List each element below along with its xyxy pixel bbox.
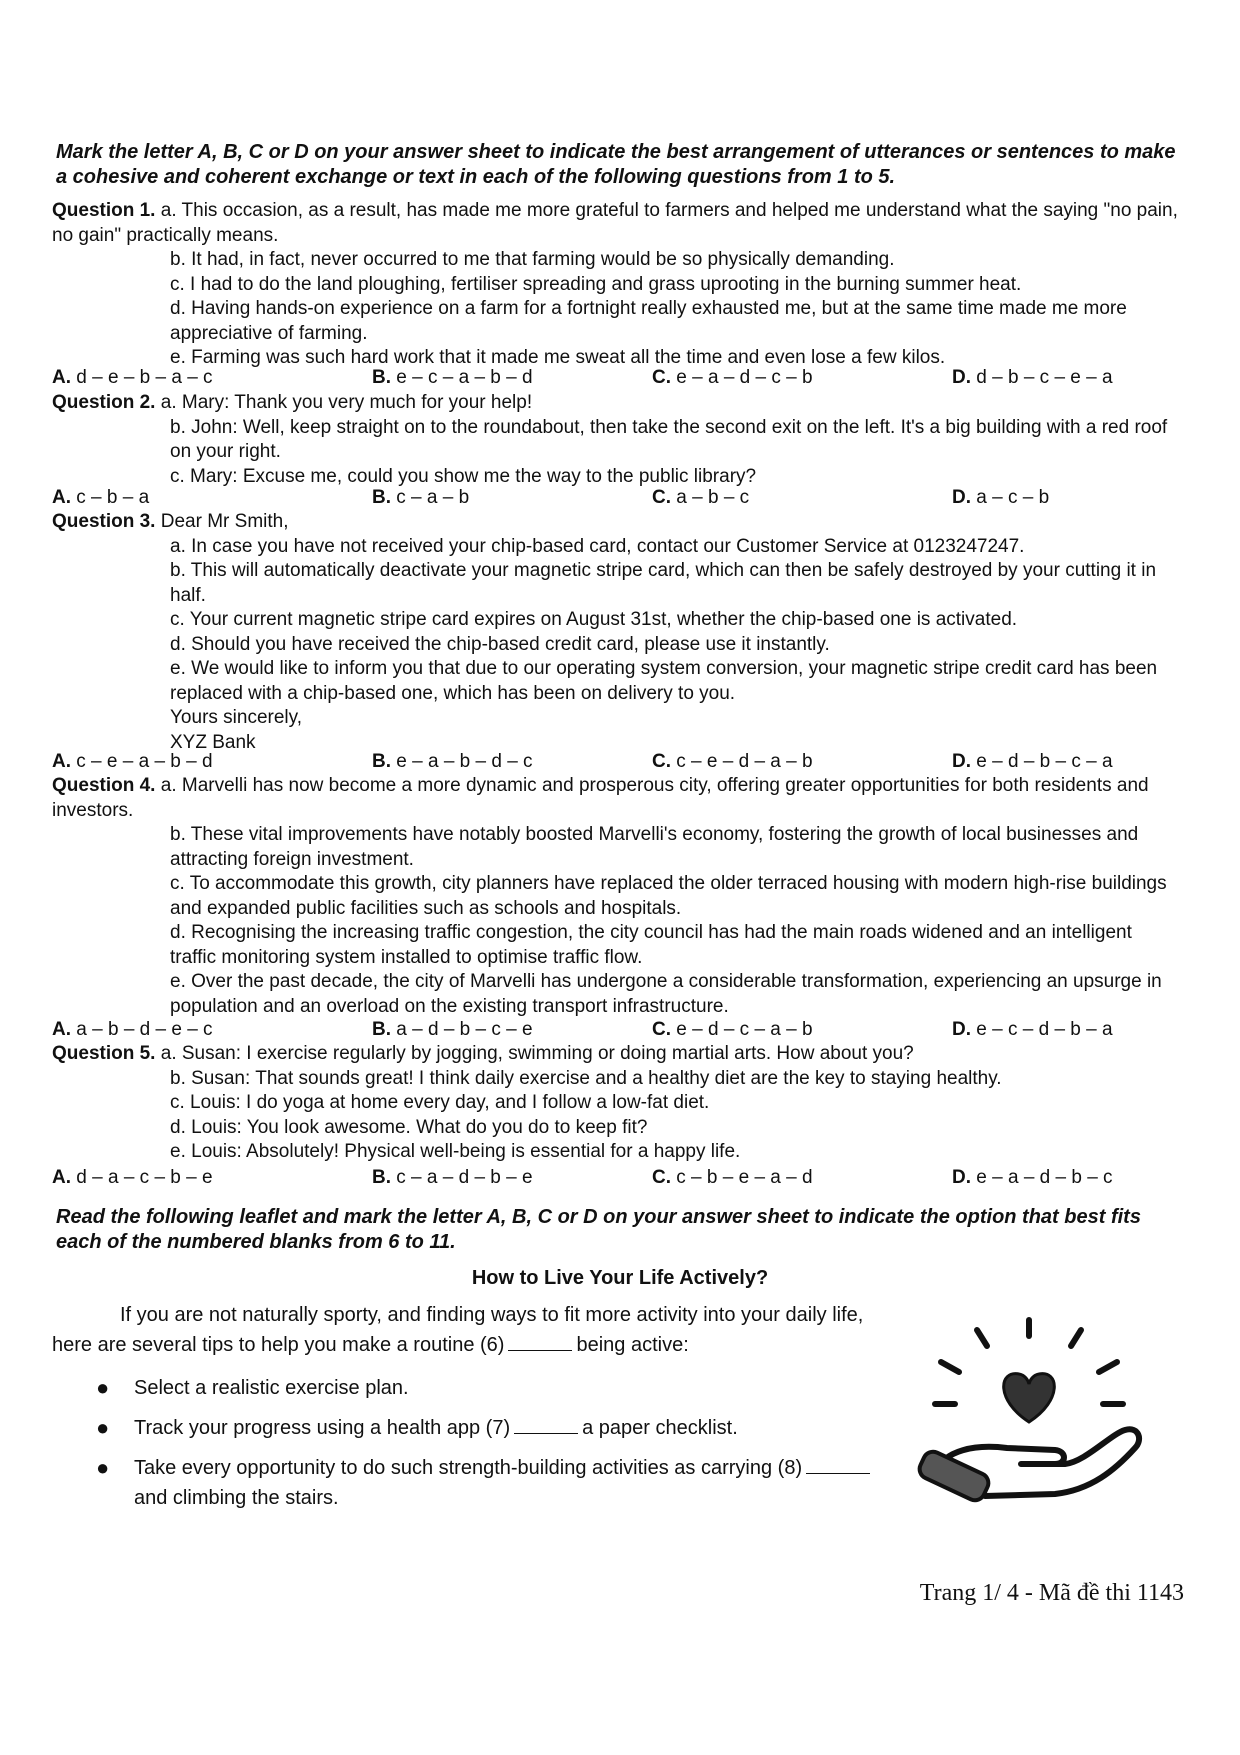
question-item: b. These vital improvements have notably boosted Marvelli's economy, fostering the growth of local businesses and attracting foreign investment.	[170, 824, 1139, 870]
option-b[interactable]: B. c – a – b	[372, 487, 470, 508]
question-item: b. John: Well, keep straight on to the roundabout, then take the second exit on the left. It's a big building with a red roof on your right.	[170, 416, 1168, 462]
letter-signature: XYZ Bank	[170, 731, 256, 753]
question-5	[52, 1042, 1182, 1165]
question-item: e. Over the past decade, the city of Marvelli has undergone a considerable transformation, experiencing an upsurge in population and an overload on the existing transport infrastructure.	[170, 971, 1162, 1017]
question-item: a. This occasion, as a result, has made me more grateful to farmers and helped me understand what the saying "no pain, no gain" practically means.	[52, 200, 1178, 246]
question-label: Question 2.	[52, 392, 156, 413]
list-item: ● Track your progress using a health app (7) a paper checklist.	[96, 1415, 738, 1440]
option-d[interactable]: D. d – b – c – e – a	[952, 367, 1113, 388]
leaflet-intro-text: If you are not naturally sporty, and finding ways to fit more activity into your daily life, here are several tips to help you make a routine (6)	[52, 1304, 864, 1356]
question-item: d. Having hands-on experience on a farm for a fortnight really exhausted me, but at the same time made me more appreciative of farming.	[170, 298, 1127, 344]
question-2	[52, 391, 1182, 489]
blank-6[interactable]	[508, 1332, 572, 1351]
letter-salutation: Dear Mr Smith,	[160, 511, 289, 532]
option-a[interactable]: A. a – b – d – e – c	[52, 1019, 213, 1040]
tip-text-end: a paper checklist.	[582, 1417, 738, 1439]
question-item: d. Recognising the increasing traffic congestion, the city council has had the main roads widened and an intelligent traffic monitoring system installed to optimise traffic flow.	[170, 922, 1132, 968]
tip-text-end: and climbing the stairs.	[134, 1487, 339, 1509]
question-item: c. To accommodate this growth, city planners have replaced the older terraced housing with modern high-rise buildings and expanded public facilities such as schools and hospitals.	[170, 873, 1167, 919]
question-item: c. I had to do the land ploughing, fertiliser spreading and grass uprooting in the burning summer heat.	[170, 273, 1022, 295]
question-4-options	[52, 1018, 1182, 1042]
option-b[interactable]: B. e – a – b – d – c	[372, 751, 533, 772]
option-b[interactable]: B. e – c – a – b – d	[372, 367, 533, 388]
leaflet-tips	[90, 1373, 890, 1523]
question-3	[52, 510, 1182, 755]
option-c[interactable]: C. e – a – d – c – b	[652, 367, 813, 388]
tip-text: Take every opportunity to do such strength-building activities as carrying (8)	[134, 1457, 803, 1479]
option-c[interactable]: C. c – e – d – a – b	[652, 751, 813, 772]
question-item: e. Louis: Absolutely! Physical well-being is essential for a happy life.	[170, 1141, 741, 1162]
question-3-options	[52, 750, 1182, 774]
page-footer: Trang 1/ 4 - Mã đề thi 1143	[919, 1580, 1184, 1606]
question-label: Question 4.	[52, 775, 156, 796]
question-label: Question 5.	[52, 1043, 156, 1064]
question-item: a. Mary: Thank you very much for your help!	[160, 392, 533, 413]
question-item: e. We would like to inform you that due to our operating system conversion, your magnetic stripe credit card has been replaced with a chip-based one, which has been on delivery to you.	[170, 658, 1158, 704]
instructions-part2: Read the following leaflet and mark the letter A, B, C or D on your answer sheet to indicate the option that best fits each of the numbered blanks from 6 to 11.	[56, 1206, 1141, 1253]
question-item: b. Susan: That sounds great! I think daily exercise and a healthy diet are the key to staying healthy.	[170, 1067, 1002, 1089]
question-5-options	[52, 1166, 1182, 1190]
question-1-items	[52, 248, 1182, 371]
blank-8[interactable]	[806, 1455, 870, 1474]
question-1	[52, 199, 1182, 248]
letter-closing: Yours sincerely,	[170, 707, 303, 728]
question-2-options	[52, 486, 1182, 510]
leaflet-intro	[52, 1300, 882, 1360]
question-item: a. Marvelli has now become a more dynamic and prosperous city, offering greater opportunities for both residents and investors.	[52, 775, 1149, 821]
option-a[interactable]: A. c – e – a – b – d	[52, 751, 213, 772]
leaflet-intro-text-end: being active:	[576, 1334, 689, 1356]
question-item: c. Louis: I do yoga at home every day, and I follow a low-fat diet.	[170, 1092, 710, 1113]
question-item: b. It had, in fact, never occurred to me that farming would be so physically demanding.	[170, 249, 895, 270]
question-item: c. Mary: Excuse me, could you show me the way to the public library?	[170, 465, 757, 487]
option-d[interactable]: D. e – c – d – b – a	[952, 1019, 1113, 1040]
option-d[interactable]: D. e – a – d – b – c	[952, 1167, 1113, 1188]
question-item: d. Louis: You look awesome. What do you do to keep fit?	[170, 1116, 648, 1138]
question-label: Question 1.	[52, 200, 156, 221]
question-item: d. Should you have received the chip-based credit card, please use it instantly.	[170, 633, 830, 655]
question-4	[52, 774, 1182, 1019]
blank-7[interactable]	[514, 1415, 578, 1434]
option-b[interactable]: B. c – a – d – b – e	[372, 1167, 533, 1188]
question-item: a. Susan: I exercise regularly by jogging, swimming or doing martial arts. How about you?	[160, 1043, 914, 1064]
question-item: e. Farming was such hard work that it made me sweat all the time and even lose a few kilos.	[170, 347, 946, 368]
question-1-options	[52, 366, 1182, 390]
option-d[interactable]: D. a – c – b	[952, 487, 1050, 508]
option-a[interactable]: A. d – a – c – b – e	[52, 1167, 213, 1188]
option-c[interactable]: C. c – b – e – a – d	[652, 1167, 813, 1188]
list-item: ● Take every opportunity to do such strength-building activities as carrying (8)and climbing the stairs.	[90, 1453, 890, 1513]
option-d[interactable]: D. e – d – b – c – a	[952, 751, 1113, 772]
option-a[interactable]: A. d – e – b – a – c	[52, 367, 213, 388]
option-c[interactable]: C. e – d – c – a – b	[652, 1019, 813, 1040]
tip-text: Track your progress using a health app (7)	[134, 1417, 511, 1439]
option-a[interactable]: A. c – b – a	[52, 487, 150, 508]
question-label: Question 3.	[52, 511, 156, 532]
question-item: a. In case you have not received your chip-based card, contact our Customer Service at 0123247247.	[170, 535, 1025, 557]
question-item: b. This will automatically deactivate your magnetic stripe card, which can then be safely destroyed by your cutting it in half.	[170, 560, 1157, 606]
question-item: c. Your current magnetic stripe card expires on August 31st, whether the chip-based one is activated.	[170, 609, 1018, 630]
leaflet-title: How to Live Your Life Actively?	[471, 1267, 769, 1289]
list-item: ● Select a realistic exercise plan.	[96, 1375, 409, 1400]
instructions-part1: Mark the letter A, B, C or D on your answer sheet to indicate the best arrangement of utterances or sentences to make a cohesive and coherent exchange or text in each of the following questions from 1 to 5.	[56, 141, 1176, 188]
option-c[interactable]: C. a – b – c	[652, 487, 750, 508]
tip-text: Select a realistic exercise plan.	[134, 1377, 409, 1399]
heart-in-hand-icon	[915, 1312, 1155, 1512]
option-b[interactable]: B. a – d – b – c – e	[372, 1019, 533, 1040]
